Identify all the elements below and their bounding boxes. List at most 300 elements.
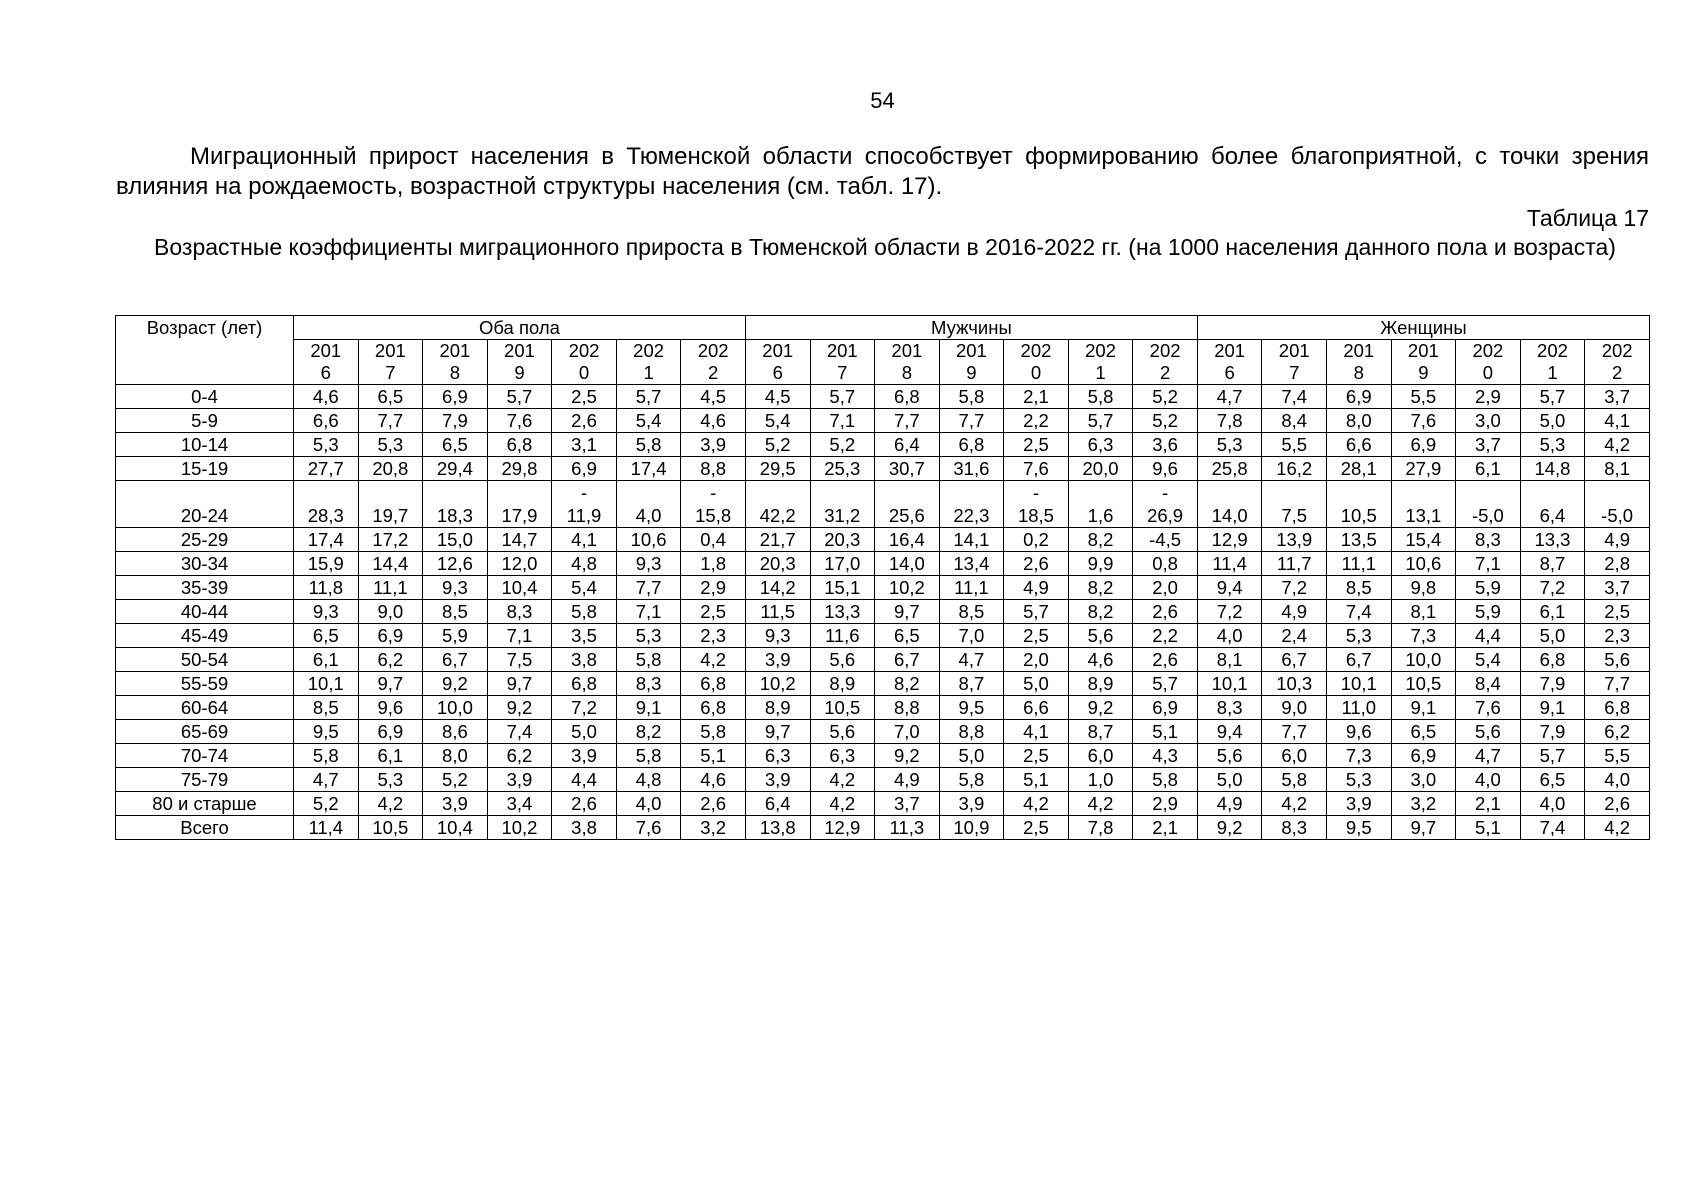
value-cell: -4,5 — [1133, 528, 1198, 552]
age-cell: 10-14 — [116, 433, 294, 457]
value-cell: 13,4 — [939, 552, 1004, 576]
value-cell: 5,9 — [423, 624, 488, 648]
value-cell: 14,7 — [487, 528, 552, 552]
value-cell: 8,9 — [745, 696, 810, 720]
value-cell: 7,0 — [875, 720, 940, 744]
value-cell: 4,7 — [1456, 744, 1521, 768]
value-cell: 5,8 — [1133, 768, 1198, 792]
value-cell: 6,4 — [875, 433, 940, 457]
value-cell: 11,7 — [1262, 552, 1327, 576]
value-cell: -5,0 — [1456, 481, 1521, 528]
table-row — [116, 409, 1650, 433]
value-cell: 6,8 — [552, 672, 617, 696]
value-cell: 5,7 — [616, 385, 681, 409]
value-cell: 5,4 — [552, 576, 617, 600]
value-cell: 5,4 — [1456, 648, 1521, 672]
value-cell: 7,9 — [1520, 720, 1585, 744]
value-cell: 12,6 — [423, 552, 488, 576]
value-cell: 9,5 — [1327, 816, 1392, 840]
value-cell: 30,7 — [875, 457, 940, 481]
value-cell: 3,9 — [423, 792, 488, 816]
intro-paragraph: Миграционный прирост населения в Тюменской области способствует формированию более благоприятной, с точки зрения влияния на рождаемость, возрастной структуры населения (см. табл. 17). — [116, 143, 1649, 200]
value-cell: 4,4 — [1456, 624, 1521, 648]
value-cell: 6,9 — [1391, 433, 1456, 457]
value-cell: 10,2 — [745, 672, 810, 696]
year-header: 201 9 — [939, 340, 1004, 385]
value-cell: 11,1 — [939, 576, 1004, 600]
year-header: 201 8 — [1327, 340, 1392, 385]
value-cell: 6,9 — [423, 385, 488, 409]
value-cell: 3,5 — [552, 624, 617, 648]
value-cell: 7,7 — [616, 576, 681, 600]
year-header: 202 1 — [1520, 340, 1585, 385]
value-cell: 0,8 — [1133, 552, 1198, 576]
value-cell: 29,5 — [745, 457, 810, 481]
value-cell: 6,9 — [1391, 744, 1456, 768]
value-cell: 6,8 — [939, 433, 1004, 457]
value-cell: 11,8 — [294, 576, 359, 600]
value-cell: 10,4 — [487, 576, 552, 600]
value-cell: 7,6 — [1391, 409, 1456, 433]
value-cell: 6,1 — [1520, 600, 1585, 624]
value-cell: 6,6 — [1327, 433, 1392, 457]
value-cell: 8,9 — [810, 672, 875, 696]
value-cell: 7,7 — [875, 409, 940, 433]
value-cell: 5,2 — [423, 768, 488, 792]
value-cell: 7,9 — [423, 409, 488, 433]
value-cell: 0,2 — [1004, 528, 1069, 552]
value-cell: 7,2 — [1520, 576, 1585, 600]
value-cell: 14,2 — [745, 576, 810, 600]
age-cell: 50-54 — [116, 648, 294, 672]
value-cell: 5,8 — [681, 720, 746, 744]
value-cell: 2,3 — [681, 624, 746, 648]
value-cell: 5,5 — [1262, 433, 1327, 457]
value-cell: 13,8 — [745, 816, 810, 840]
table-row — [116, 792, 1650, 816]
value-cell: 5,3 — [1327, 768, 1392, 792]
value-cell: - 15,8 — [681, 481, 746, 528]
group-header: Оба пола — [294, 316, 746, 340]
value-cell: 5,7 — [1068, 409, 1133, 433]
value-cell: 5,2 — [294, 792, 359, 816]
year-header: 202 1 — [1068, 340, 1133, 385]
value-cell: 8,0 — [1327, 409, 1392, 433]
age-cell: Всего — [116, 816, 294, 840]
age-cell: 40-44 — [116, 600, 294, 624]
value-cell: 5,4 — [745, 409, 810, 433]
value-cell: 8,8 — [875, 696, 940, 720]
value-cell: 1,8 — [681, 552, 746, 576]
value-cell: 10,4 — [423, 816, 488, 840]
value-cell: 3,7 — [1585, 576, 1650, 600]
table-row — [116, 528, 1650, 552]
value-cell: 10,5 — [810, 696, 875, 720]
age-cell: 20-24 — [116, 481, 294, 528]
value-cell: 10,2 — [875, 576, 940, 600]
value-cell: 2,5 — [1004, 624, 1069, 648]
value-cell: 31,2 — [810, 481, 875, 528]
value-cell: 4,8 — [552, 552, 617, 576]
value-cell: 9,6 — [1133, 457, 1198, 481]
value-cell: 5,0 — [1004, 672, 1069, 696]
value-cell: 3,7 — [1456, 433, 1521, 457]
value-cell: 6,8 — [1520, 648, 1585, 672]
value-cell: 3,9 — [681, 433, 746, 457]
value-cell: 9,1 — [1391, 696, 1456, 720]
value-cell: 6,5 — [875, 624, 940, 648]
value-cell: 5,8 — [939, 768, 1004, 792]
value-cell: 3,9 — [487, 768, 552, 792]
value-cell: 7,4 — [1520, 816, 1585, 840]
age-cell: 70-74 — [116, 744, 294, 768]
value-cell: 8,2 — [875, 672, 940, 696]
value-cell: 7,1 — [1456, 552, 1521, 576]
value-cell: 10,9 — [939, 816, 1004, 840]
value-cell: 20,3 — [810, 528, 875, 552]
table-label: Таблица 17 — [1526, 205, 1649, 231]
value-cell: 8,4 — [1456, 672, 1521, 696]
value-cell: 8,1 — [1391, 600, 1456, 624]
value-cell: 11,4 — [1197, 552, 1262, 576]
value-cell: 9,7 — [875, 600, 940, 624]
value-cell: 9,9 — [1068, 552, 1133, 576]
migration-coefficients-table — [115, 315, 1650, 840]
value-cell: 6,4 — [745, 792, 810, 816]
value-cell: 6,9 — [1327, 385, 1392, 409]
value-cell: 4,9 — [1262, 600, 1327, 624]
value-cell: 7,1 — [487, 624, 552, 648]
value-cell: 5,6 — [810, 720, 875, 744]
value-cell: 4,9 — [875, 768, 940, 792]
value-cell: 25,3 — [810, 457, 875, 481]
value-cell: 7,8 — [1068, 816, 1133, 840]
value-cell: 4,2 — [358, 792, 423, 816]
value-cell: 8,1 — [1197, 648, 1262, 672]
value-cell: 4,1 — [1585, 409, 1650, 433]
value-cell: 3,0 — [1391, 768, 1456, 792]
value-cell: 3,0 — [1456, 409, 1521, 433]
value-cell: 5,9 — [1456, 600, 1521, 624]
value-cell: 9,2 — [487, 696, 552, 720]
year-header: 201 8 — [423, 340, 488, 385]
value-cell: 15,1 — [810, 576, 875, 600]
value-cell: 9,5 — [294, 720, 359, 744]
value-cell: 7,1 — [810, 409, 875, 433]
value-cell: 3,9 — [745, 768, 810, 792]
value-cell: 6,5 — [358, 385, 423, 409]
value-cell: 4,2 — [1262, 792, 1327, 816]
value-cell: 8,4 — [1262, 409, 1327, 433]
value-cell: 2,5 — [1585, 600, 1650, 624]
table-header — [116, 316, 1650, 385]
value-cell: 13,3 — [1520, 528, 1585, 552]
value-cell: 4,3 — [1133, 744, 1198, 768]
value-cell: 12,9 — [810, 816, 875, 840]
value-cell: - 18,5 — [1004, 481, 1069, 528]
value-cell: 6,1 — [294, 648, 359, 672]
value-cell: 4,2 — [1585, 816, 1650, 840]
value-cell: 28,1 — [1327, 457, 1392, 481]
value-cell: 6,2 — [1585, 720, 1650, 744]
value-cell: 2,6 — [681, 792, 746, 816]
value-cell: 14,8 — [1520, 457, 1585, 481]
value-cell: 6,9 — [552, 457, 617, 481]
value-cell: 8,3 — [1262, 816, 1327, 840]
value-cell: 3,1 — [552, 433, 617, 457]
value-cell: 17,4 — [616, 457, 681, 481]
value-cell: 8,7 — [1068, 720, 1133, 744]
value-cell: 4,0 — [616, 481, 681, 528]
value-cell: 7,4 — [1262, 385, 1327, 409]
value-cell: 2,6 — [1133, 600, 1198, 624]
table-row — [116, 768, 1650, 792]
value-cell: 4,2 — [810, 792, 875, 816]
value-cell: 6,6 — [294, 409, 359, 433]
value-cell: 2,3 — [1585, 624, 1650, 648]
age-cell: 5-9 — [116, 409, 294, 433]
table-row — [116, 720, 1650, 744]
value-cell: 2,0 — [1004, 648, 1069, 672]
value-cell: 6,8 — [681, 696, 746, 720]
value-cell: 7,3 — [1327, 744, 1392, 768]
value-cell: 3,2 — [681, 816, 746, 840]
value-cell: 4,2 — [681, 648, 746, 672]
value-cell: 20,3 — [745, 552, 810, 576]
value-cell: 11,0 — [1327, 696, 1392, 720]
table-row — [116, 696, 1650, 720]
value-cell: 4,7 — [1197, 385, 1262, 409]
value-cell: 6,5 — [1391, 720, 1456, 744]
age-cell: 30-34 — [116, 552, 294, 576]
value-cell: 6,3 — [810, 744, 875, 768]
value-cell: 6,2 — [487, 744, 552, 768]
value-cell: 9,4 — [1197, 720, 1262, 744]
value-cell: 8,5 — [939, 600, 1004, 624]
value-cell: 9,6 — [1327, 720, 1392, 744]
value-cell: 5,7 — [1520, 744, 1585, 768]
value-cell: 8,8 — [681, 457, 746, 481]
value-cell: 4,2 — [810, 768, 875, 792]
value-cell: 7,1 — [616, 600, 681, 624]
value-cell: 29,8 — [487, 457, 552, 481]
value-cell: 4,8 — [616, 768, 681, 792]
value-cell: 8,5 — [1327, 576, 1392, 600]
value-cell: 7,0 — [939, 624, 1004, 648]
value-cell: 3,7 — [1585, 385, 1650, 409]
value-cell: 9,7 — [745, 720, 810, 744]
value-cell: 9,2 — [875, 744, 940, 768]
value-cell: 13,9 — [1262, 528, 1327, 552]
group-header: Женщины — [1197, 316, 1649, 340]
value-cell: 27,9 — [1391, 457, 1456, 481]
table-row — [116, 624, 1650, 648]
value-cell: 20,8 — [358, 457, 423, 481]
value-cell: 5,3 — [1520, 433, 1585, 457]
age-cell: 25-29 — [116, 528, 294, 552]
value-cell: 5,1 — [681, 744, 746, 768]
value-cell: 15,0 — [423, 528, 488, 552]
value-cell: 7,5 — [1262, 481, 1327, 528]
value-cell: 7,4 — [1327, 600, 1392, 624]
value-cell: 6,5 — [423, 433, 488, 457]
value-cell: 5,5 — [1391, 385, 1456, 409]
value-cell: 3,9 — [1327, 792, 1392, 816]
value-cell: 13,3 — [810, 600, 875, 624]
value-cell: 2,1 — [1004, 385, 1069, 409]
value-cell: 8,7 — [939, 672, 1004, 696]
value-cell: 8,0 — [423, 744, 488, 768]
value-cell: 10,5 — [358, 816, 423, 840]
value-cell: 42,2 — [745, 481, 810, 528]
value-cell: 6,3 — [745, 744, 810, 768]
value-cell: 5,3 — [1327, 624, 1392, 648]
value-cell: 5,7 — [487, 385, 552, 409]
value-cell: 5,0 — [939, 744, 1004, 768]
value-cell: 6,1 — [1456, 457, 1521, 481]
value-cell: 6,7 — [1262, 648, 1327, 672]
value-cell: 7,7 — [1262, 720, 1327, 744]
table-row — [116, 385, 1650, 409]
value-cell: 5,4 — [616, 409, 681, 433]
value-cell: 5,7 — [1520, 385, 1585, 409]
table-body — [116, 385, 1650, 840]
value-cell: 7,2 — [1262, 576, 1327, 600]
value-cell: 25,6 — [875, 481, 940, 528]
value-cell: 6,0 — [1262, 744, 1327, 768]
value-cell: 7,7 — [358, 409, 423, 433]
table-row — [116, 816, 1650, 840]
value-cell: 2,9 — [681, 576, 746, 600]
value-cell: 7,6 — [1004, 457, 1069, 481]
value-cell: 27,7 — [294, 457, 359, 481]
table-row — [116, 648, 1650, 672]
value-cell: 25,8 — [1197, 457, 1262, 481]
value-cell: 0,4 — [681, 528, 746, 552]
year-header: 202 0 — [552, 340, 617, 385]
value-cell: 9,0 — [1262, 696, 1327, 720]
value-cell: 7,6 — [616, 816, 681, 840]
value-cell: 7,2 — [552, 696, 617, 720]
value-cell: 4,0 — [1520, 792, 1585, 816]
value-cell: 8,7 — [1520, 552, 1585, 576]
value-cell: 9,7 — [358, 672, 423, 696]
value-cell: 5,2 — [810, 433, 875, 457]
value-cell: 10,1 — [1197, 672, 1262, 696]
value-cell: 2,6 — [552, 792, 617, 816]
value-cell: 9,2 — [423, 672, 488, 696]
value-cell: 5,8 — [616, 648, 681, 672]
value-cell: 2,2 — [1133, 624, 1198, 648]
value-cell: 5,3 — [616, 624, 681, 648]
value-cell: 7,2 — [1197, 600, 1262, 624]
value-cell: 4,6 — [681, 409, 746, 433]
value-cell: 4,9 — [1197, 792, 1262, 816]
value-cell: 9,2 — [1068, 696, 1133, 720]
value-cell: 6,9 — [1133, 696, 1198, 720]
value-cell: 3,2 — [1391, 792, 1456, 816]
table-row — [116, 672, 1650, 696]
value-cell: 4,6 — [681, 768, 746, 792]
value-cell: 8,2 — [1068, 576, 1133, 600]
value-cell: 5,3 — [358, 768, 423, 792]
value-cell: 8,3 — [1456, 528, 1521, 552]
value-cell: 7,4 — [487, 720, 552, 744]
value-cell: 16,2 — [1262, 457, 1327, 481]
value-cell: 4,2 — [1585, 433, 1650, 457]
value-cell: 4,1 — [1004, 720, 1069, 744]
group-header: Мужчины — [745, 316, 1197, 340]
value-cell: 4,5 — [681, 385, 746, 409]
table-row — [116, 552, 1650, 576]
value-cell: 9,3 — [745, 624, 810, 648]
value-cell: 9,0 — [358, 600, 423, 624]
age-cell: 35-39 — [116, 576, 294, 600]
value-cell: 9,4 — [1197, 576, 1262, 600]
value-cell: 17,9 — [487, 481, 552, 528]
value-cell: 5,0 — [1520, 624, 1585, 648]
value-cell: 6,9 — [358, 720, 423, 744]
value-cell: 2,5 — [681, 600, 746, 624]
value-cell: 2,8 — [1585, 552, 1650, 576]
value-cell: - 11,9 — [552, 481, 617, 528]
value-cell: 6,7 — [423, 648, 488, 672]
value-cell: 5,1 — [1004, 768, 1069, 792]
value-cell: 5,3 — [1197, 433, 1262, 457]
age-cell: 55-59 — [116, 672, 294, 696]
value-cell: 4,0 — [1197, 624, 1262, 648]
value-cell: 5,1 — [1456, 816, 1521, 840]
value-cell: 6,8 — [1585, 696, 1650, 720]
year-header: 201 6 — [294, 340, 359, 385]
value-cell: 2,6 — [1004, 552, 1069, 576]
value-cell: 2,2 — [1004, 409, 1069, 433]
value-cell: 3,9 — [552, 744, 617, 768]
value-cell: 5,2 — [745, 433, 810, 457]
table-row — [116, 433, 1650, 457]
value-cell: 9,6 — [358, 696, 423, 720]
value-cell: 2,9 — [1133, 792, 1198, 816]
value-cell: 5,7 — [1004, 600, 1069, 624]
value-cell: 8,2 — [1068, 528, 1133, 552]
value-cell: 13,5 — [1327, 528, 1392, 552]
value-cell: 5,8 — [1262, 768, 1327, 792]
value-cell: 8,1 — [1585, 457, 1650, 481]
value-cell: 6,5 — [294, 624, 359, 648]
value-cell: 9,5 — [939, 696, 1004, 720]
value-cell: 5,5 — [1585, 744, 1650, 768]
value-cell: 6,1 — [358, 744, 423, 768]
value-cell: 11,3 — [875, 816, 940, 840]
value-cell: 19,7 — [358, 481, 423, 528]
year-header: 201 6 — [745, 340, 810, 385]
header-row-groups — [116, 316, 1650, 340]
value-cell: 8,5 — [423, 600, 488, 624]
value-cell: 4,9 — [1004, 576, 1069, 600]
value-cell: 15,9 — [294, 552, 359, 576]
value-cell: 9,8 — [1391, 576, 1456, 600]
value-cell: 10,0 — [1391, 648, 1456, 672]
value-cell: 10,3 — [1262, 672, 1327, 696]
value-cell: 3,8 — [552, 816, 617, 840]
value-cell: 11,1 — [358, 576, 423, 600]
value-cell: 7,5 — [487, 648, 552, 672]
value-cell: 10,6 — [1391, 552, 1456, 576]
value-cell: 7,6 — [487, 409, 552, 433]
value-cell: 9,3 — [616, 552, 681, 576]
value-cell: 10,2 — [487, 816, 552, 840]
value-cell: 7,7 — [1585, 672, 1650, 696]
